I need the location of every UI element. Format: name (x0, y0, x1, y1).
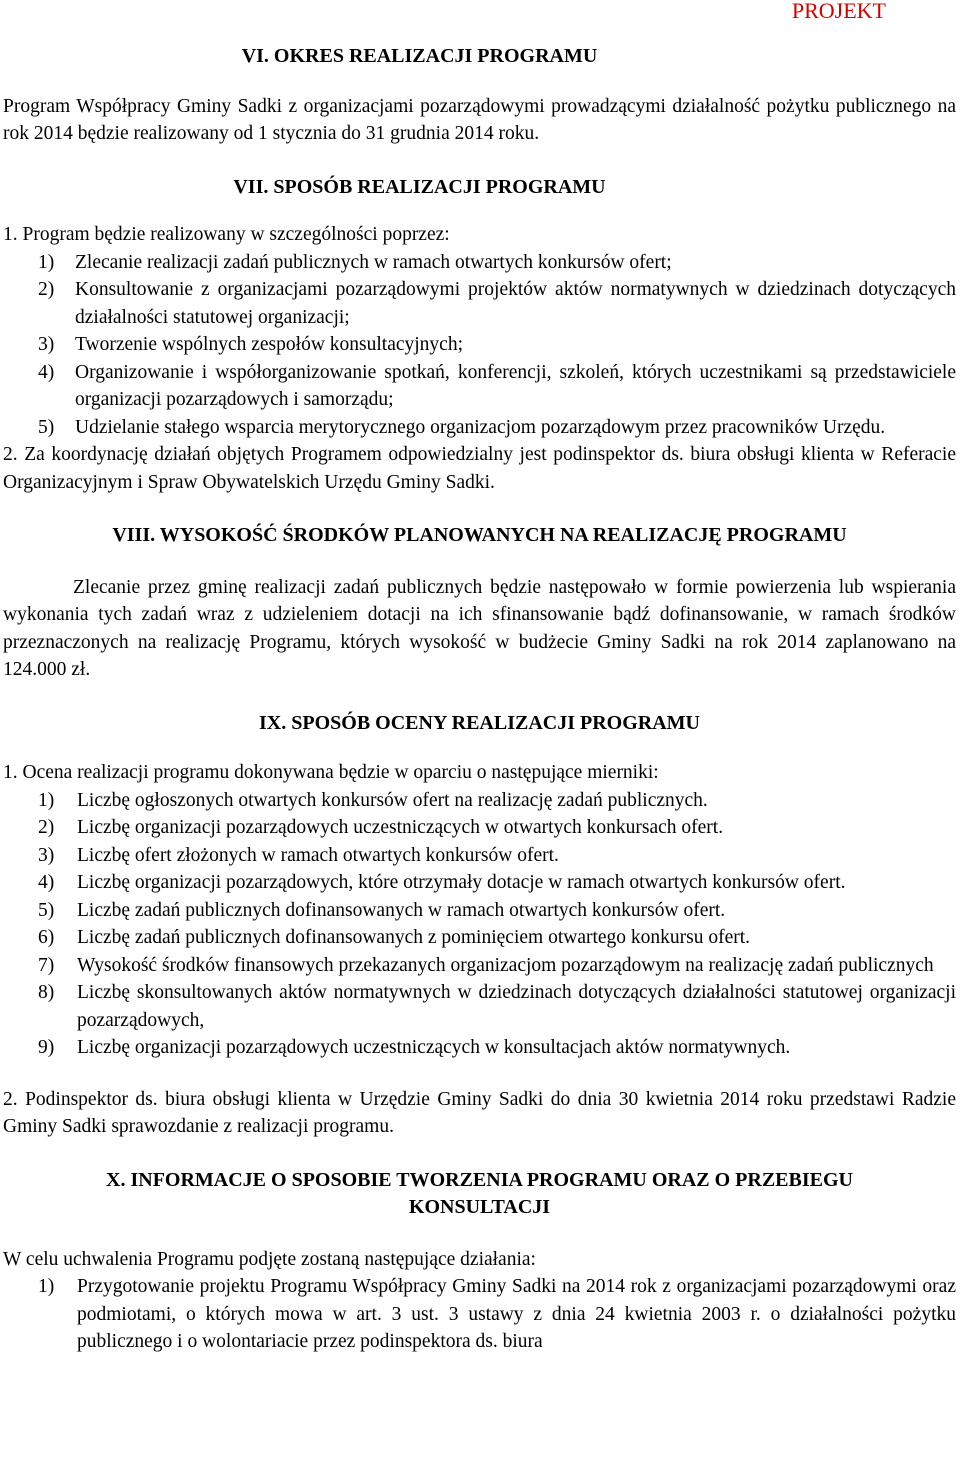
list-item-text: Organizowanie i współorganizowanie spotkań, konferencji, szkoleń, których uczestnikami są przedstawiciele organizacji pozarządowych i samorządu; (75, 361, 956, 410)
list-item (3, 979, 956, 1034)
section-9-intro: 1. Ocena realizacji programu dokonywana będzie w oparciu o następujące mierniki: (3, 762, 659, 783)
list-item-text: Liczbę zadań publicznych dofinansowanych z pominięciem otwartego konkursu ofert. (77, 927, 751, 948)
section-7-list (3, 249, 956, 442)
list-item (3, 1034, 956, 1062)
list-item (3, 869, 956, 897)
list-item-text: Liczbę organizacji pozarządowych, które otrzymały dotacje w ramach otwartych konkursów ofert. (77, 872, 846, 893)
section-10-list (3, 1273, 956, 1356)
list-item (3, 276, 956, 331)
list-item-number: 3) (38, 844, 55, 866)
list-item-number: 1) (38, 789, 55, 811)
list-item-text: Liczbę organizacji pozarządowych uczestniczących w otwartych konkursach ofert. (77, 817, 724, 838)
section-8-title: VIII. WYSOKOŚĆ ŚRODKÓW PLANOWANYCH NA REALIZACJĘ PROGRAMU (112, 524, 847, 546)
list-item-number: 3) (38, 334, 55, 355)
section-7-intro: 1. Program będzie realizowany w szczególności poprzez: (3, 224, 450, 245)
list-item (3, 952, 956, 980)
list-item (3, 414, 956, 442)
list-item (3, 249, 956, 277)
section-8-text: Zlecanie przez gminę realizacji zadań publicznych będzie następowało w formie powierzenia lub wspierania wykonania tych zadań wraz z udzieleniem dotacji na ich sfinansowanie bądź dofinansowanie, w ramach środków przeznaczonych na realizację Programu, których wysokość w budżecie Gminy Sadki na rok 2014 zaplanowano na 124.000 zł. (3, 576, 956, 680)
list-item (3, 897, 956, 925)
list-item-number: 2) (38, 279, 55, 300)
section-10-intro: W celu uchwalenia Programu podjęte zostaną następujące działania: (3, 1248, 536, 1270)
section-9-list (3, 787, 956, 1062)
list-item-text: Przygotowanie projektu Programu Współpracy Gminy Sadki na 2014 rok z organizacjami pozarządowymi oraz podmiotami, o których mowa w art. 3 ust. 3 ustawy z dnia 24 kwietnia 2003 r. o działalności pożytku publicznego i o wolontariacie przez podinspektora ds. biura (77, 1276, 956, 1352)
list-item-text: Liczbę organizacji pozarządowych uczestniczących w konsultacjach aktów normatywnych. (77, 1037, 791, 1058)
list-item (3, 1273, 956, 1356)
list-item-text: Zlecanie realizacji zadań publicznych w ramach otwartych konkursów ofert; (75, 251, 672, 273)
list-item-text: Liczbę ogłoszonych otwartych konkursów ofert na realizację zadań publicznych. (77, 789, 708, 811)
section-9-point-2: 2. Podinspektor ds. biura obsługi klienta w Urzędzie Gminy Sadki do dnia 30 kwietnia 2014 roku przedstawi Radzie Gminy Sadki sprawozdanie z realizacji programu. (3, 1088, 956, 1137)
section-10-title-line-2: KONSULTACJI (408, 1196, 551, 1218)
list-item-number: 7) (38, 954, 55, 976)
list-item-number: 9) (38, 1037, 55, 1058)
list-item-text: Udzielanie stałego wsparcia merytorycznego organizacjom pozarządowym przez pracowników Urzędu. (75, 416, 886, 438)
section-7-title: VII. SPOSÓB REALIZACJI PROGRAMU (233, 175, 606, 198)
list-item-number: 6) (38, 927, 55, 948)
list-item-number: 1) (38, 251, 55, 273)
list-item (3, 924, 956, 952)
list-item-text: Konsultowanie z organizacjami pozarządowymi projektów aktów normatywnych w dziedzinach dotyczących działalności statutowej organizacji; (75, 279, 956, 328)
list-item-text: Tworzenie wspólnych zespołów konsultacyjnych; (75, 334, 464, 355)
list-item (3, 842, 956, 870)
list-item (3, 814, 956, 842)
projekt-stamp: PROJEKT (791, 0, 886, 23)
list-item-text: Liczbę skonsultowanych aktów normatywnych w dziedzinach dotyczących działalności statutowej organizacji pozarządowych, (77, 982, 956, 1031)
list-item-number: 4) (38, 872, 55, 893)
list-item-text: Wysokość środków finansowych przekazanych organizacjom pozarządowym na realizację zadań publicznych (77, 954, 934, 976)
list-item-number: 2) (38, 817, 55, 838)
list-item-number: 8) (38, 982, 55, 1003)
section-6-title: VI. OKRES REALIZACJI PROGRAMU (241, 45, 598, 67)
section-9-title: IX. SPOSÓB OCENY REALIZACJI PROGRAMU (259, 711, 700, 734)
section-7-point-2: 2. Za koordynację działań objętych Programem odpowiedzialny jest podinspektor ds. biura obsługi klienta w Referacie Organizacyjnym i Spraw Obywatelskich Urzędu Gminy Sadki. (3, 444, 956, 493)
list-item-number: 1) (38, 1276, 55, 1297)
list-item-text: Liczbę ofert złożonych w ramach otwartych konkursów ofert. (77, 844, 559, 866)
list-item (3, 359, 956, 414)
list-item-number: 4) (38, 361, 55, 383)
list-item-text: Liczbę zadań publicznych dofinansowanych w ramach otwartych konkursów ofert. (77, 899, 726, 921)
list-item-number: 5) (38, 899, 55, 921)
list-item-number: 5) (38, 416, 55, 438)
list-item (3, 787, 956, 815)
section-10-title-line-1: X. INFORMACJE O SPOSOBIE TWORZENIA PROGRAMU ORAZ O PRZEBIEGU (106, 1168, 853, 1191)
list-item (3, 331, 956, 359)
section-6-text: Program Współpracy Gminy Sadki z organizacjami pozarządowymi prowadzącymi działalność pożytku publicznego na rok 2014 będzie realizowany od 1 stycznia do 31 grudnia 2014 roku. (3, 95, 956, 144)
